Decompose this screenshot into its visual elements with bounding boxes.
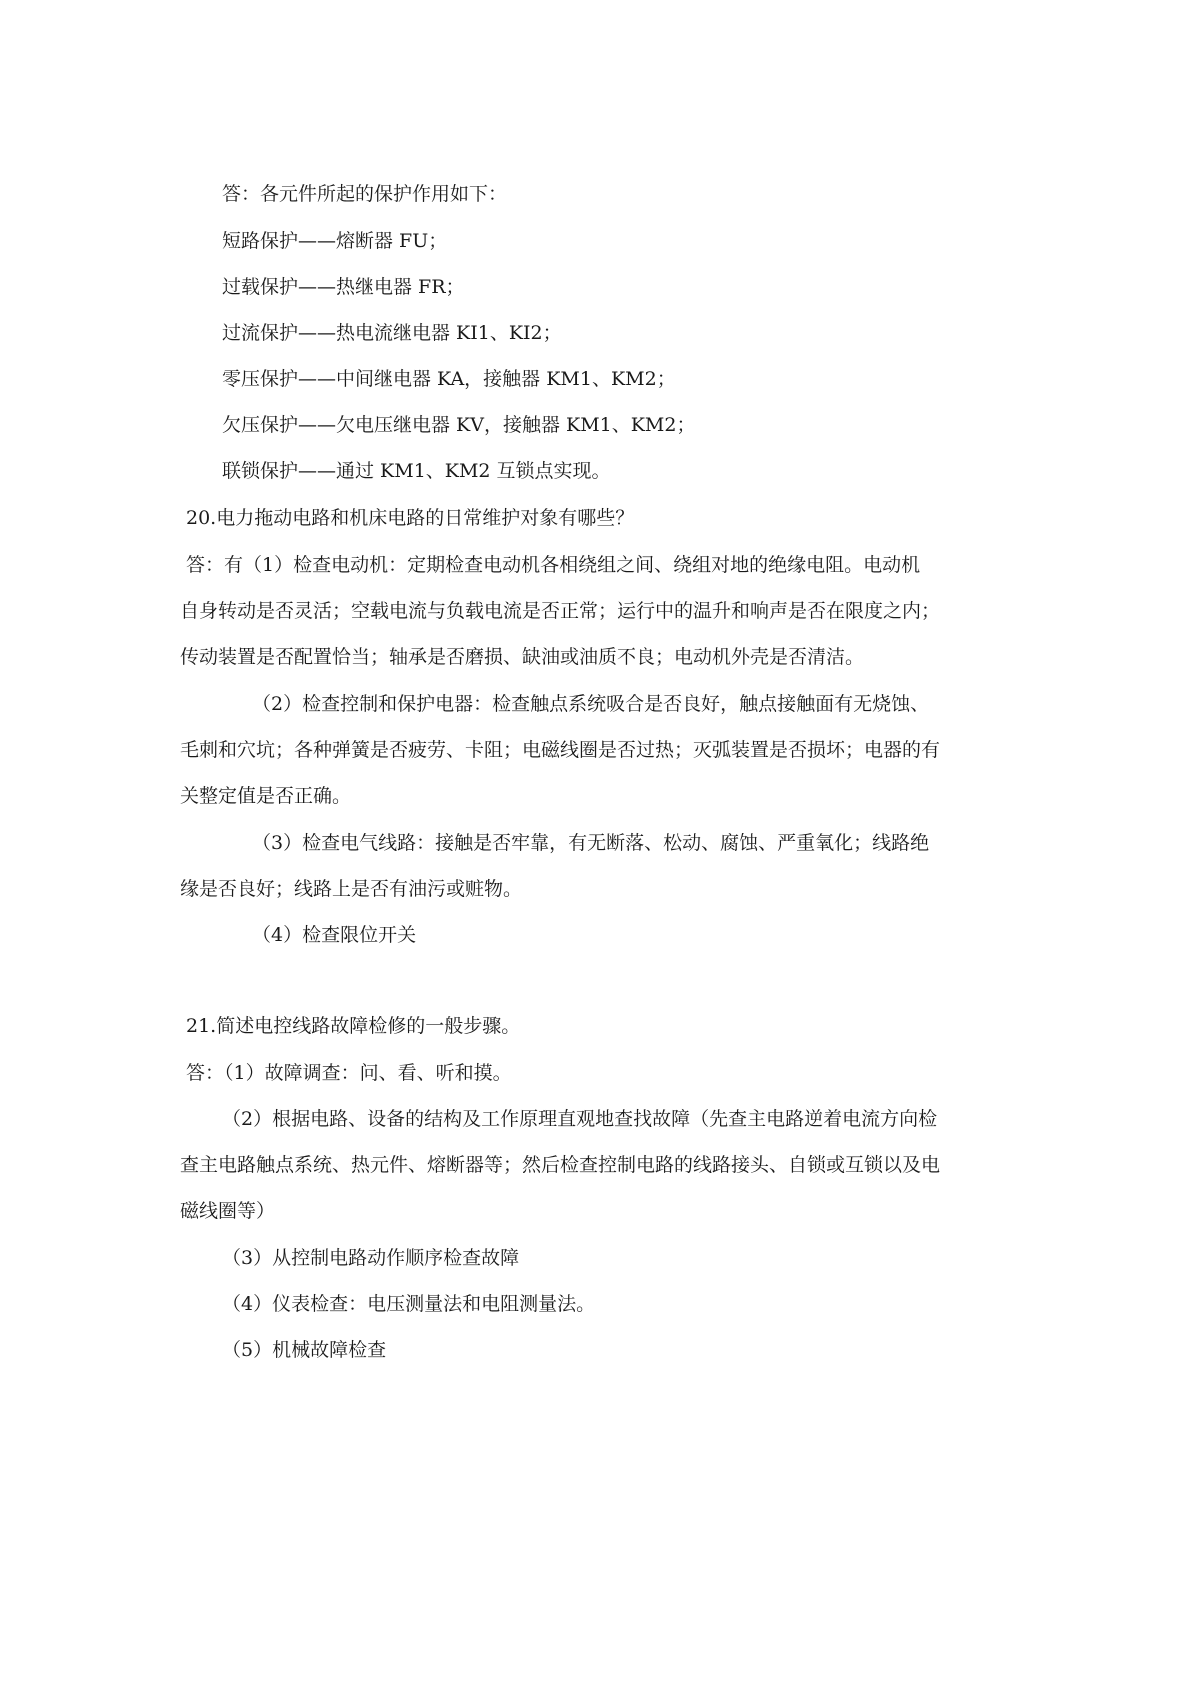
q19-answer-intro: 答：各元件所起的保护作用如下： xyxy=(222,183,508,205)
q20-answer-2-line-2: 毛刺和穴坑；各种弹簧是否疲劳、卡阻；电磁线圈是否过热；灭弧装置是否损坏；电器的有 xyxy=(180,739,941,761)
q19-item-undervoltage: 欠压保护——欠电压继电器 KV，接触器 KM1、KM2； xyxy=(222,414,696,436)
q19-item-zero-voltage: 零压保护——中间继电器 KA，接触器 KM1、KM2； xyxy=(222,368,676,390)
q20-answer-1-line-3: 传动装置是否配置恰当；轴承是否磨损、缺油或油质不良；电动机外壳是否清洁。 xyxy=(180,646,865,668)
q21-answer-3: （3）从控制电路动作顺序检查故障 xyxy=(222,1247,520,1269)
q21-question: 21.简述电控线路故障检修的一般步骤。 xyxy=(186,1015,521,1037)
q19-item-overcurrent: 过流保护——热电流继电器 KI1、KI2； xyxy=(222,322,562,344)
q21-answer-5: （5）机械故障检查 xyxy=(222,1339,387,1361)
q21-answer-4: （4）仪表检查：电压测量法和电阻测量法。 xyxy=(222,1293,596,1315)
q20-answer-1-line-1: 答：有（1）检查电动机：定期检查电动机各相绕组之间、绕组对地的绝缘电阻。电动机 xyxy=(186,554,921,576)
q20-answer-4: （4）检查限位开关 xyxy=(252,924,417,946)
q19-item-overload: 过载保护——热继电器 FR； xyxy=(222,276,465,298)
q20-answer-1-line-2: 自身转动是否灵活；空载电流与负载电流是否正常；运行中的温升和响声是否在限度之内； xyxy=(180,600,941,622)
q19-item-interlock: 联锁保护——通过 KM1、KM2 互锁点实现。 xyxy=(222,460,611,482)
q21-answer-1: 答：（1）故障调查：问、看、听和摸。 xyxy=(186,1062,512,1084)
q20-answer-3-line-2: 缘是否良好；线路上是否有油污或赃物。 xyxy=(180,878,523,900)
q20-question: 20.电力拖动电路和机床电路的日常维护对象有哪些？ xyxy=(186,507,635,529)
q21-answer-2-line-1: （2）根据电路、设备的结构及工作原理直观地查找故障（先查主电路逆着电流方向检 xyxy=(222,1108,938,1130)
q20-answer-2-line-1: （2）检查控制和保护电器：检查触点系统吸合是否良好，触点接触面有无烧蚀、 xyxy=(252,693,930,715)
q21-answer-2-line-2: 查主电路触点系统、热元件、熔断器等；然后检查控制电路的线路接头、自锁或互锁以及电 xyxy=(180,1154,941,1176)
q19-item-short-circuit: 短路保护——熔断器 FU； xyxy=(222,230,448,252)
q21-answer-2-line-3: 磁线圈等） xyxy=(180,1200,276,1222)
q20-answer-3-line-1: （3）检查电气线路：接触是否牢靠，有无断落、松动、腐蚀、严重氧化；线路绝 xyxy=(252,832,930,854)
q20-answer-2-line-3: 关整定值是否正确。 xyxy=(180,785,352,807)
